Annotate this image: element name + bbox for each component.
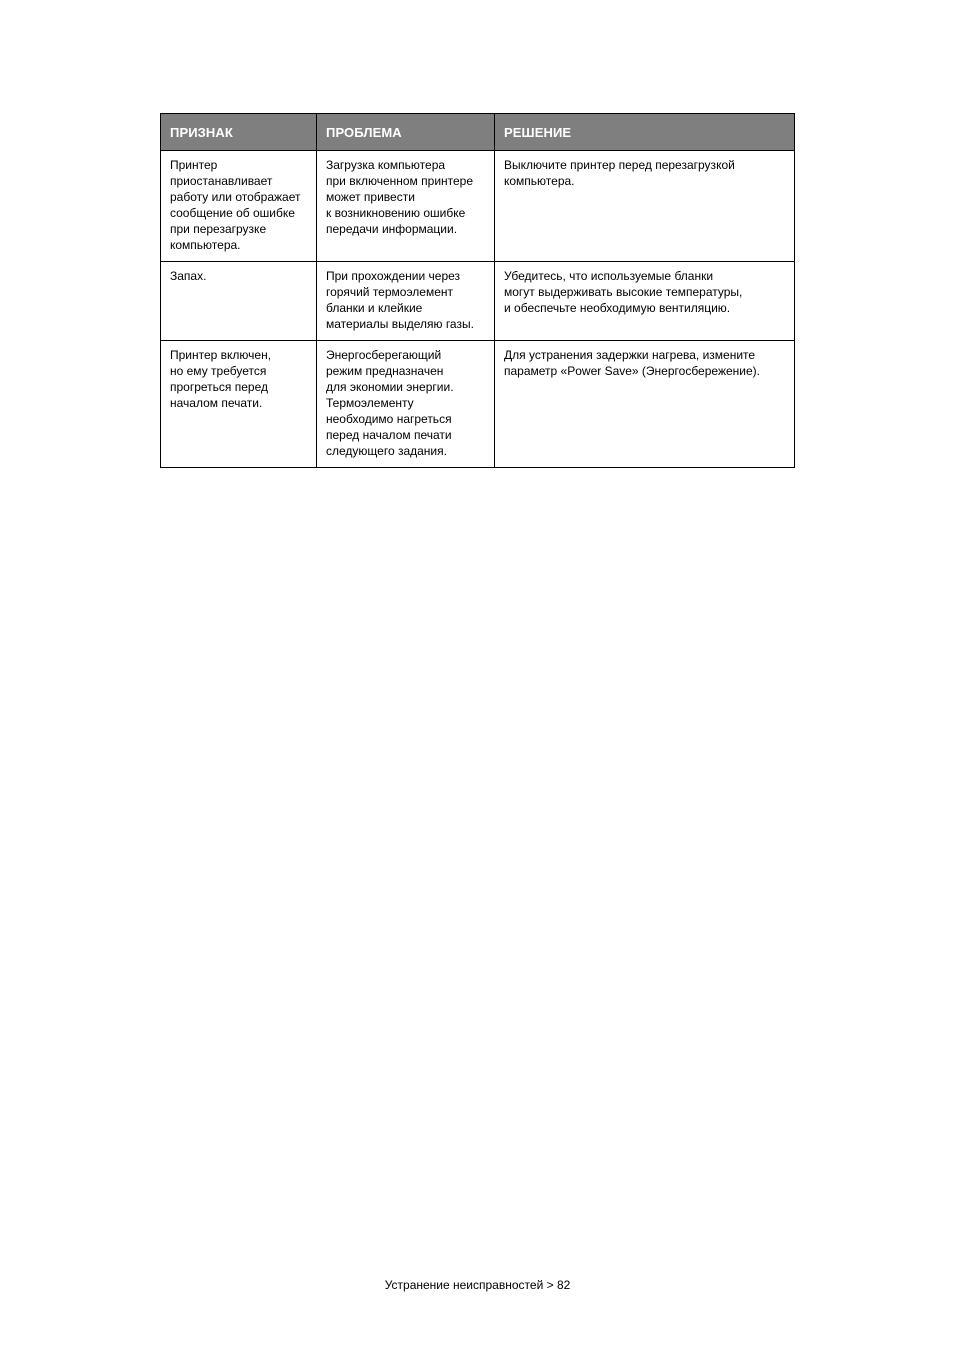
cell-solution [495,341,795,468]
header-problem: ПРОБЛЕМА [317,114,495,151]
table-row [161,341,795,468]
cell-problem [317,262,495,341]
cell-problem [317,151,495,262]
table-header [161,114,795,151]
header-row [161,114,795,151]
header-symptom: ПРИЗНАК [161,114,317,151]
symptom-text: Принтер приостанавливает работу или отображает сообщение об ошибке при перезагрузке компьютера. [170,158,301,252]
cell-solution [495,151,795,262]
table-body [161,151,795,468]
solution-text: Выключите принтер перед перезагрузкой компьютера. [504,158,735,188]
page-footer: Устранение неисправностей > 82 [384,1278,571,1292]
cell-symptom [161,151,317,262]
problem-text: При прохождении через горячий термоэлемент бланки и клейкие материалы выделяю газы. [326,269,474,331]
cell-symptom [161,341,317,468]
troubleshooting-table [160,113,795,468]
solution-text: Убедитесь, что используемые бланки могут выдерживать высокие температуры, и обеспечьте необходимую вентиляцию. [504,269,743,315]
cell-solution [495,262,795,341]
table-row [161,151,795,262]
symptom-text: Запах. [170,269,207,283]
problem-text: Загрузка компьютера при включенном принтере может привести к возникновению ошибке передачи информации. [326,158,474,236]
solution-text: Для устранения задержки нагрева, измените параметр «Power Save» (Энергосбережение). [504,348,760,378]
table-row [161,262,795,341]
problem-text: Энергосберегающий режим предназначен для экономии энергии. Термоэлементу необходимо нагреться перед началом печати следующего задания. [326,348,454,458]
symptom-text: Принтер включен, но ему требуется прогреться перед началом печати. [170,348,272,410]
header-solution: РЕШЕНИЕ [495,114,795,151]
cell-symptom [161,262,317,341]
cell-problem [317,341,495,468]
